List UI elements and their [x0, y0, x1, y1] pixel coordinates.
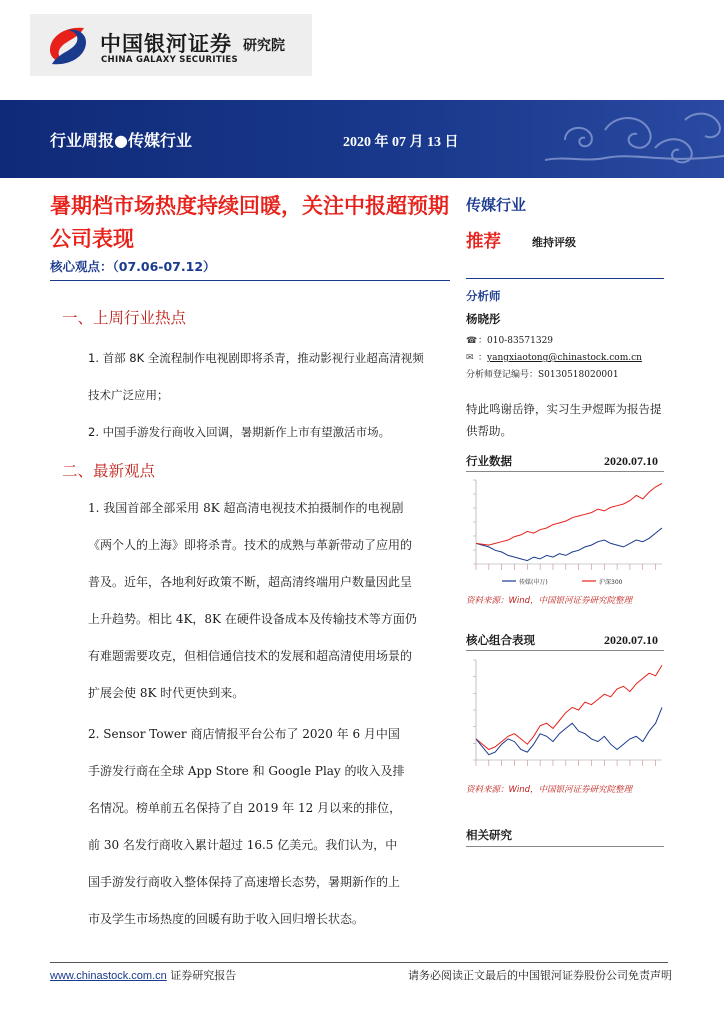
legend-label: 沪深300 [599, 579, 623, 586]
footer-divider [50, 962, 668, 963]
portfolio-date: 2020.07.10 [604, 633, 658, 647]
email-icon: ✉ [466, 353, 474, 363]
analyst-name: 杨晓彤 [466, 312, 501, 326]
related-research-title: 相关研究 [466, 828, 512, 842]
chart-axis [476, 480, 662, 564]
industry-data-chart [462, 474, 668, 590]
series-line-1 [476, 707, 662, 754]
phone-value: ：010-83571329 [478, 336, 554, 346]
cloud-pattern-icon [545, 100, 724, 178]
legend-label: 传媒(申万) [519, 579, 548, 586]
portfolio-chart [462, 654, 668, 778]
section-heading-2: 二、最新观点 [62, 462, 156, 480]
divider [466, 846, 664, 847]
report-type: 行业周报●传媒行业 [50, 131, 192, 150]
phone-icon: ☎ [466, 336, 478, 346]
analyst-heading: 分析师 [466, 289, 501, 303]
logo-text-en: CHINA GALAXY SECURITIES [101, 55, 238, 65]
divider [466, 278, 664, 279]
industry-data-date: 2020.07.10 [604, 454, 658, 468]
rating-badge: 推荐 [466, 232, 501, 252]
email-link[interactable]: yangxiaotong@chinastock.com.cn [487, 353, 642, 363]
analyst-license: 分析师登记编号：S0130518020001 [466, 370, 619, 380]
source-note-2: 资料来源：Wind，中国银河证券研究院整理 [466, 785, 633, 795]
institute-label: 研究院 [243, 38, 285, 54]
hotspot-item-2: 2. 中国手游发行商收入回调，暑期新作上市有望激活市场。 [88, 425, 391, 439]
hotspot-item-1: 1. 首部 8K 全流程制作电视剧即将杀青，推动影视行业超高清视频技术广泛应用； [88, 351, 424, 402]
industry-data-title: 行业数据 [466, 454, 512, 468]
divider [50, 280, 450, 281]
report-title: 暑期档市场热度持续回暖，关注中报超预期公司表现 [50, 194, 449, 251]
footer-site [50, 967, 236, 983]
galaxy-logo-icon [44, 22, 92, 70]
rating-action: 维持评级 [532, 236, 576, 249]
report-date: 2020 年 07 月 13 日 [343, 135, 459, 150]
divider [466, 650, 664, 651]
viewpoint-item-1: 1. 我国首部全部采用 8K 超高清电视技术拍摄制作的电视剧《两个人的上海》即将杀青。技术的成熟与革新带动了应用的普及。近年，各地利好政策不断，超高清终端用户数量因此呈上升趋势。相比 4K，8K 在硬件设备成本及传输技术等方面仍有难题需要攻克，但相信通信技术的发展和超高清使用场景的扩展会使 8K 时代更快到来。 [88, 501, 417, 700]
analyst-email [466, 350, 642, 363]
acknowledgement: 特此鸣谢岳铮，实习生尹煜晖为报告提供帮助。 [466, 402, 662, 438]
site-link[interactable]: www.chinastock.com.cn [50, 970, 167, 982]
series-line-1 [476, 483, 662, 545]
section-heading-1: 一、上周行业热点 [62, 309, 187, 327]
footer-suffix: 证券研究报告 [166, 969, 237, 982]
portfolio-title: 核心组合表现 [466, 633, 535, 647]
email-prefix: ： [478, 353, 488, 363]
source-note-1: 资料来源：Wind，中国银河证券研究院整理 [466, 596, 633, 606]
footer-disclaimer: 请务必阅读正文最后的中国银河证券股份公司免责声明 [408, 969, 672, 982]
viewpoint-item-2: 2. Sensor Tower 商店情报平台公布了 2020 年 6 月中国手游发行商在全球 App Store 和 Google Play 的收入及排名情况。榜单前五名保持了自 2019 年 12 月以来的排位，前 30 名发行商收入累计超过 16.5 亿美元。我们认为，中国手游发行商收入整体保持了高速增长态势，暑期新作的上市及学生市场热度的回暖有助于收入回归增长状态。 [88, 727, 405, 926]
logo-text-cn: 中国银河证券 [100, 32, 232, 56]
core-view-label: 核心观点：（07.06-07.12） [50, 259, 216, 274]
analyst-phone [466, 333, 553, 346]
series-line-0 [476, 528, 662, 561]
industry-name: 传媒行业 [466, 196, 527, 214]
divider [466, 471, 664, 472]
